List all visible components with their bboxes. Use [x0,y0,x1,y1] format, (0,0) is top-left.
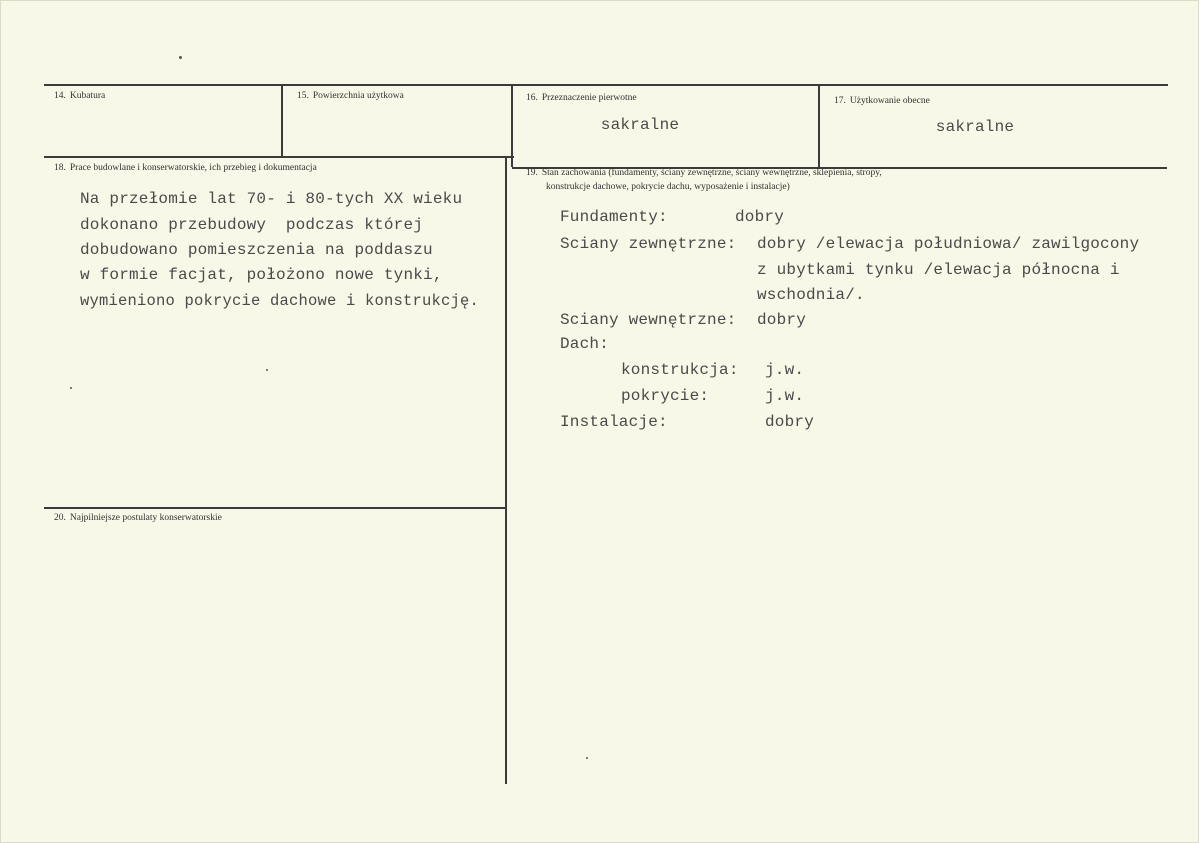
field-15-label [297,90,404,103]
paper-speck [179,56,182,59]
field-20-title: Najpilniejsze postulaty konserwatorskie [69,513,222,523]
condition-key-installations: Instalacje: [560,413,668,431]
condition-value-foundations: dobry [735,208,785,226]
condition-key-roof: Dach: [560,335,610,353]
field-19-title: Stan zachowania (fundamenty, ściany zewnętrzne, ściany wewnętrzne, sklepienia, stropy, [541,168,882,178]
condition-value-exterior-walls-cont-1: z ubytkami tynku /elewacja północna i [757,261,1120,279]
field-18-line-4: w formie facjat, położono nowe tynki, [80,266,443,284]
field-17-label [834,95,930,108]
field-18-line-3: dobudowano pomieszczenia na poddaszu [80,241,433,259]
field-18-label [54,162,317,175]
field-17-number: 17. [834,96,846,106]
condition-value-roof-covering: j.w. [765,387,805,405]
field-20-label [54,512,222,525]
field-17-title: Użytkowanie obecne [849,96,930,106]
condition-value-exterior-walls-cont-2: wschodnia/. [757,286,865,304]
row-rule-1 [44,156,514,158]
top-rule [44,84,1168,86]
field-19-number: 19. [526,168,538,178]
field-16-value: sakralne [600,116,680,134]
condition-key-interior-walls: Sciany wewnętrzne: [560,311,737,329]
condition-key-exterior-walls: Sciany zewnętrzne: [560,235,737,253]
field-17-value: sakralne [935,118,1015,136]
col-rule-main [505,156,507,784]
paper-speck [586,757,588,759]
condition-key-roof-covering: pokrycie: [621,387,710,405]
field-18-line-2: dokonano przebudowy podczas której [80,216,424,234]
field-18-number: 18. [54,163,66,173]
field-16-number: 16. [526,93,538,103]
condition-value-roof-structure: j.w. [765,361,805,379]
condition-key-foundations: Fundamenty: [560,208,668,226]
field-18-line-5: wymieniono pokrycie dachowe i konstrukcję. [80,292,480,310]
col-rule-16-17 [818,84,820,167]
condition-value-exterior-walls: dobry /elewacja południowa/ zawilgocony [757,235,1140,253]
condition-key-roof-structure: konstrukcja: [621,361,739,379]
field-18-line-1: Na przełomie lat 70- i 80-tych XX wieku [80,190,463,208]
field-16-title: Przeznaczenie pierwotne [541,93,637,103]
paper-speck [70,387,72,389]
paper-speck [266,369,268,371]
col-rule-15-16 [511,84,513,167]
condition-value-installations: dobry [765,413,815,431]
field-14-number: 14. [54,91,66,101]
field-20-number: 20. [54,513,66,523]
field-19-label-line-1 [526,167,882,180]
condition-value-interior-walls: dobry [757,311,807,329]
field-16-label [526,92,637,105]
row-rule-2 [44,507,507,509]
field-19-label-line-2: konstrukcje dachowe, pokrycie dachu, wyposażenie i instalacje) [546,182,790,192]
col-rule-14-15 [281,84,283,156]
field-14-title: Kubatura [69,91,106,101]
field-15-title: Powierzchnia użytkowa [312,91,404,101]
field-18-title: Prace budowlane i konserwatorskie, ich przebieg i dokumentacja [69,163,317,173]
field-15-number: 15. [297,91,309,101]
field-14-label [54,90,105,103]
